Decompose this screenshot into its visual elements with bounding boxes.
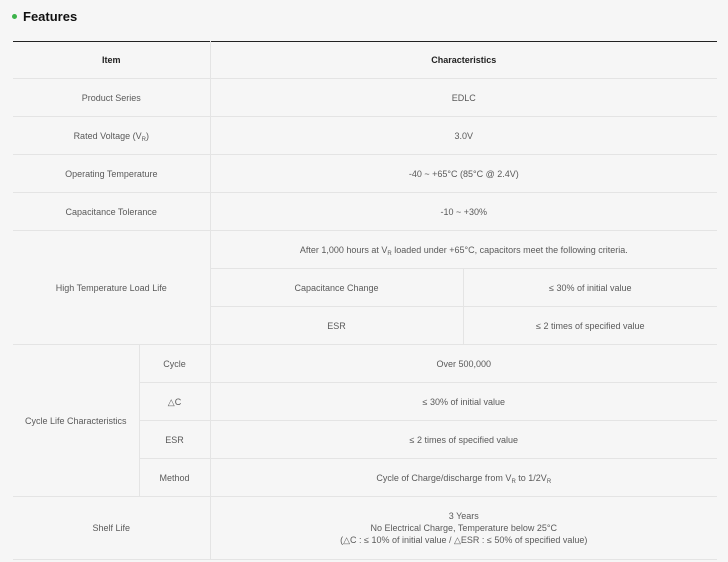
high-temp-sub-value-capacitance-change: ≤ 30% of initial value: [463, 269, 717, 307]
table-header-row: [13, 42, 717, 79]
high-temp-sub-label-capacitance-change: Capacitance Change: [210, 269, 463, 307]
header-item: Item: [13, 42, 210, 79]
high-temp-desc-sub: R: [387, 250, 392, 257]
cycle-sub-label-delta-c: △C: [139, 383, 210, 421]
method-sub-1: R: [511, 478, 516, 485]
cycle-sub-value-cycle: Over 500,000: [210, 345, 717, 383]
row-label-operating-temperature: Operating Temperature: [13, 155, 210, 193]
features-table: [13, 41, 717, 560]
method-prefix: Cycle of Charge/discharge from V: [376, 472, 512, 483]
method-mid: to 1/2V: [515, 472, 547, 483]
row-value-product-series: EDLC: [210, 79, 717, 117]
row-value-rated-voltage: 3.0V: [210, 117, 717, 155]
cycle-sub-label-method: Method: [139, 459, 210, 497]
row-label-capacitance-tolerance: Capacitance Tolerance: [13, 193, 210, 231]
row-label-product-series: Product Series: [13, 79, 210, 117]
shelf-life-line-1: 3 Years: [448, 511, 479, 521]
cycle-sub-label-cycle: Cycle: [139, 345, 210, 383]
rated-voltage-prefix: Rated Voltage (V: [73, 130, 142, 141]
high-temp-description: [210, 231, 717, 269]
bullet-icon: [12, 14, 17, 19]
cycle-sub-value-delta-c: ≤ 30% of initial value: [210, 383, 717, 421]
high-temp-sub-value-esr: ≤ 2 times of specified value: [463, 307, 717, 345]
table-row: [13, 345, 717, 383]
method-sub-2: R: [546, 478, 552, 485]
cycle-sub-value-method: [210, 459, 717, 497]
high-temp-desc-prefix: After 1,000 hours at V: [299, 244, 388, 255]
section-title-text: Features: [23, 8, 78, 24]
table-row: [13, 117, 717, 155]
cycle-sub-value-esr: ≤ 2 times of specified value: [210, 421, 717, 459]
shelf-life-line-2: No Electrical Charge, Temperature below 25°C: [370, 523, 558, 533]
row-label-cycle-life: Cycle Life Characteristics: [13, 345, 139, 497]
rated-voltage-suffix: ): [145, 130, 149, 141]
header-characteristics: Characteristics: [210, 42, 717, 79]
high-temp-desc-suffix: loaded under +65°C, capacitors meet the following criteria.: [391, 244, 628, 255]
cycle-sub-label-esr: ESR: [139, 421, 210, 459]
row-label-rated-voltage: [13, 117, 210, 155]
table-row: [13, 79, 717, 117]
high-temp-sub-label-esr: ESR: [210, 307, 463, 345]
row-label-high-temp-load-life: High Temperature Load Life: [13, 231, 210, 345]
section-title: [12, 8, 77, 24]
shelf-life-line-3: (△C : ≤ 10% of initial value / △ESR : ≤ 50% of specified value): [340, 535, 588, 545]
row-value-shelf-life: [210, 497, 717, 560]
row-value-operating-temperature: -40 ~ +65°C (85°C @ 2.4V): [210, 155, 717, 193]
table-row: [13, 193, 717, 231]
rated-voltage-sub: R: [141, 136, 146, 143]
table-row: [13, 155, 717, 193]
row-label-shelf-life: Shelf Life: [13, 497, 210, 560]
row-value-capacitance-tolerance: -10 ~ +30%: [210, 193, 717, 231]
table-row: [13, 497, 717, 560]
table-row: [13, 231, 717, 269]
